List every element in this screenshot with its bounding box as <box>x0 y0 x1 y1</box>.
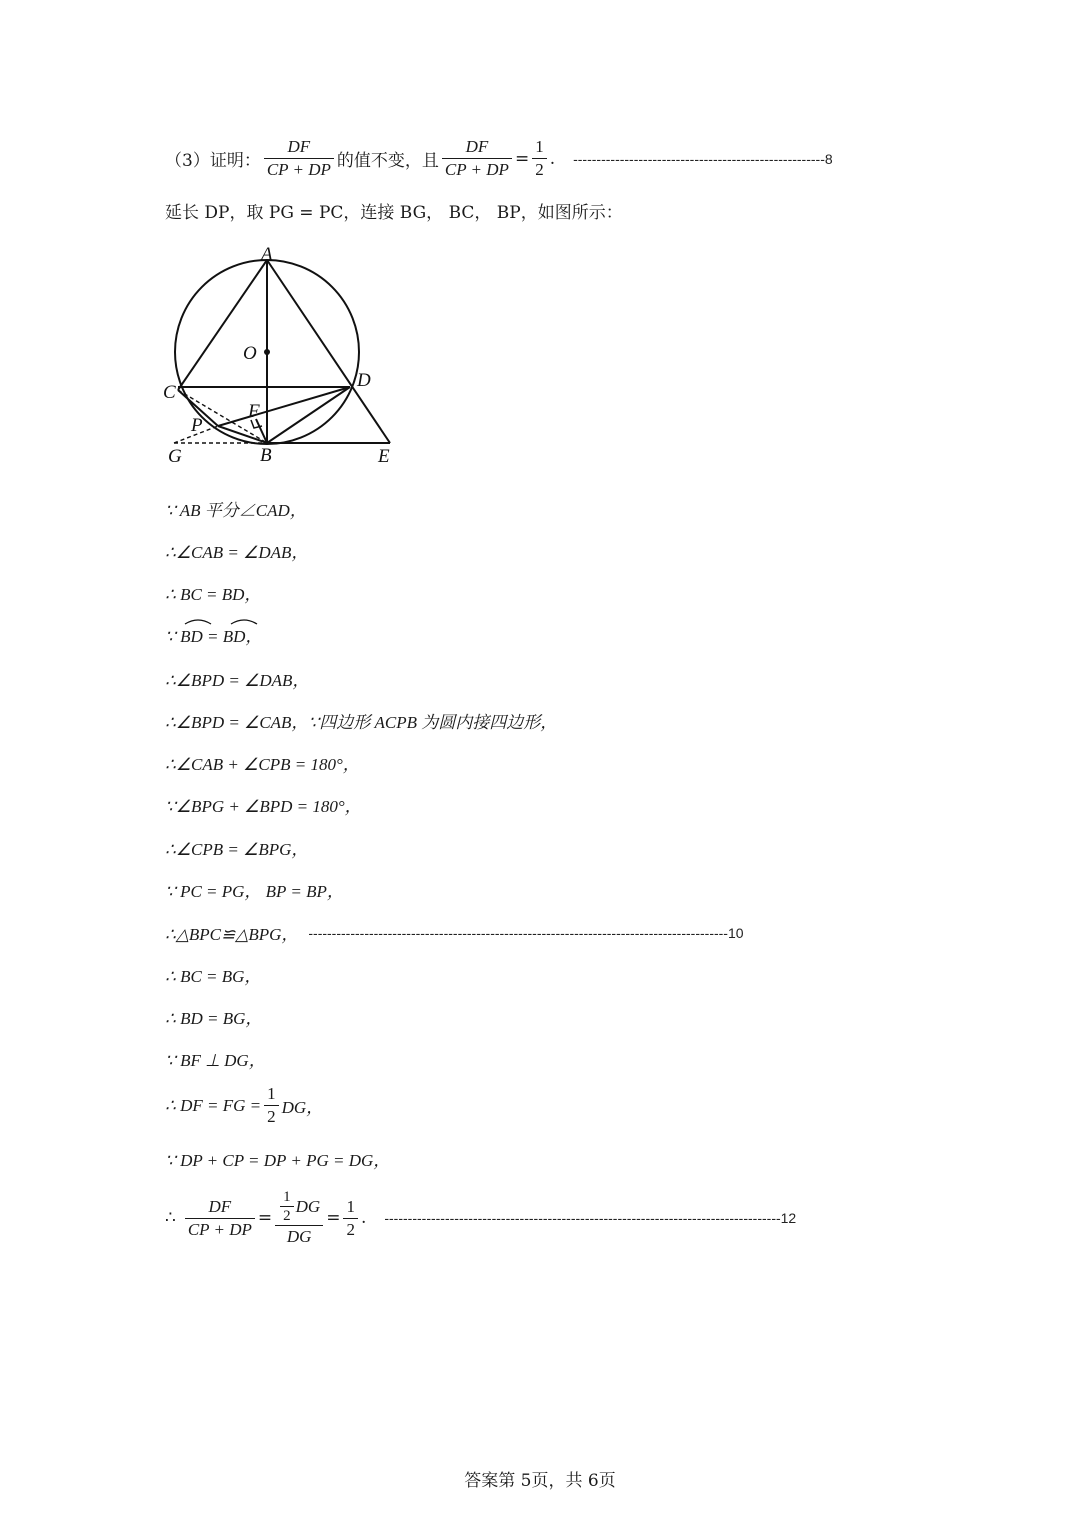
step-10: ∵ PC = PG， BP = BP， <box>165 882 344 901</box>
step-7: ∴∠CAB + ∠CPB = 180°， <box>165 755 360 774</box>
label-d: D <box>357 370 371 391</box>
part3-equals: = <box>514 148 530 169</box>
label-p: P <box>191 415 203 436</box>
step-4-arc: ∵ BD = BD， <box>165 622 262 647</box>
center-point-o <box>264 349 270 355</box>
step-9: ∴∠CPB = ∠BPG， <box>165 840 309 859</box>
segment-ac <box>178 260 267 390</box>
arc-marks <box>165 622 166 623</box>
score-marker-12: -------------------------------------------------------------------------------------12 <box>384 1210 797 1226</box>
part3-period: . <box>549 148 556 169</box>
label-e: E <box>378 446 390 467</box>
step-6: ∴∠BPD = ∠CAB，∵四边形 ACPB 为圆内接四边形， <box>165 713 558 732</box>
part3-fraction-2: $\frac{DF}{CP + DP}$ <box>442 136 512 181</box>
step-df: ∴ DF = FG = $\frac{1}{2}$ DG， <box>165 1084 324 1126</box>
step-15: ∵ DP + CP = DP + PG = DG， <box>165 1151 391 1170</box>
final-result-half: $\frac{1}{2}$ <box>343 1196 358 1241</box>
step-8: ∵∠BPG + ∠BPD = 180°， <box>165 797 362 816</box>
label-o: O <box>243 343 257 364</box>
label-a: A <box>261 244 273 265</box>
final-fraction: $\frac{DF}{CP + DP}$ <box>185 1196 255 1241</box>
part3-fraction-1: $\frac{DF}{CP + DP}$ <box>264 136 334 181</box>
step-14: ∵ BF ⊥ DG， <box>165 1051 266 1070</box>
label-b: B <box>260 445 272 466</box>
step-11: ∴△BPC≌△BPG， ------------------------------------------------------------------------------------------10 <box>165 924 744 944</box>
score-marker-8: ------------------------------------------------------8 <box>573 150 833 167</box>
step-12: ∴ BC = BG， <box>165 967 262 986</box>
label-g: G <box>168 446 182 467</box>
part3-half: $\frac{1}{2}$ <box>532 136 547 181</box>
part3-mid-text: 的值不变，且 <box>336 151 439 171</box>
score-marker-10: ------------------------------------------------------------------------------------------10 <box>308 924 744 941</box>
label-f: F <box>248 401 260 422</box>
part3-line <box>165 136 833 181</box>
step-5: ∴∠BPD = ∠DAB， <box>165 671 310 690</box>
step-1: ∵ AB 平分∠CAD， <box>165 501 307 520</box>
step-df-half: $\frac{1}{2}$ <box>264 1083 279 1128</box>
step-2: ∴∠CAB = ∠DAB， <box>165 543 309 562</box>
final-complex-fraction: $\frac{1}{2}$ DG DG <box>275 1188 323 1248</box>
extend-instruction: 延长 DP，取 PG = PC，连接 BG， BC， BP，如图所示： <box>165 203 623 223</box>
final-line: ∴ $\frac{DF}{CP + DP}$ = $\frac{1}{2}$ DG DG = $\frac{1}{2}$ . -------------------------------------------------------------------------------------12 <box>165 1189 797 1246</box>
label-c: C <box>163 382 176 403</box>
segment-ae <box>267 260 390 443</box>
page-footer: 答案第 5页，共 6页 <box>464 1471 616 1491</box>
geometry-figure <box>160 240 410 470</box>
step-13: ∴ BD = BG， <box>165 1009 263 1028</box>
step-3: ∴ BC = BD， <box>165 585 262 604</box>
part3-prefix: （3）证明： <box>165 151 261 171</box>
